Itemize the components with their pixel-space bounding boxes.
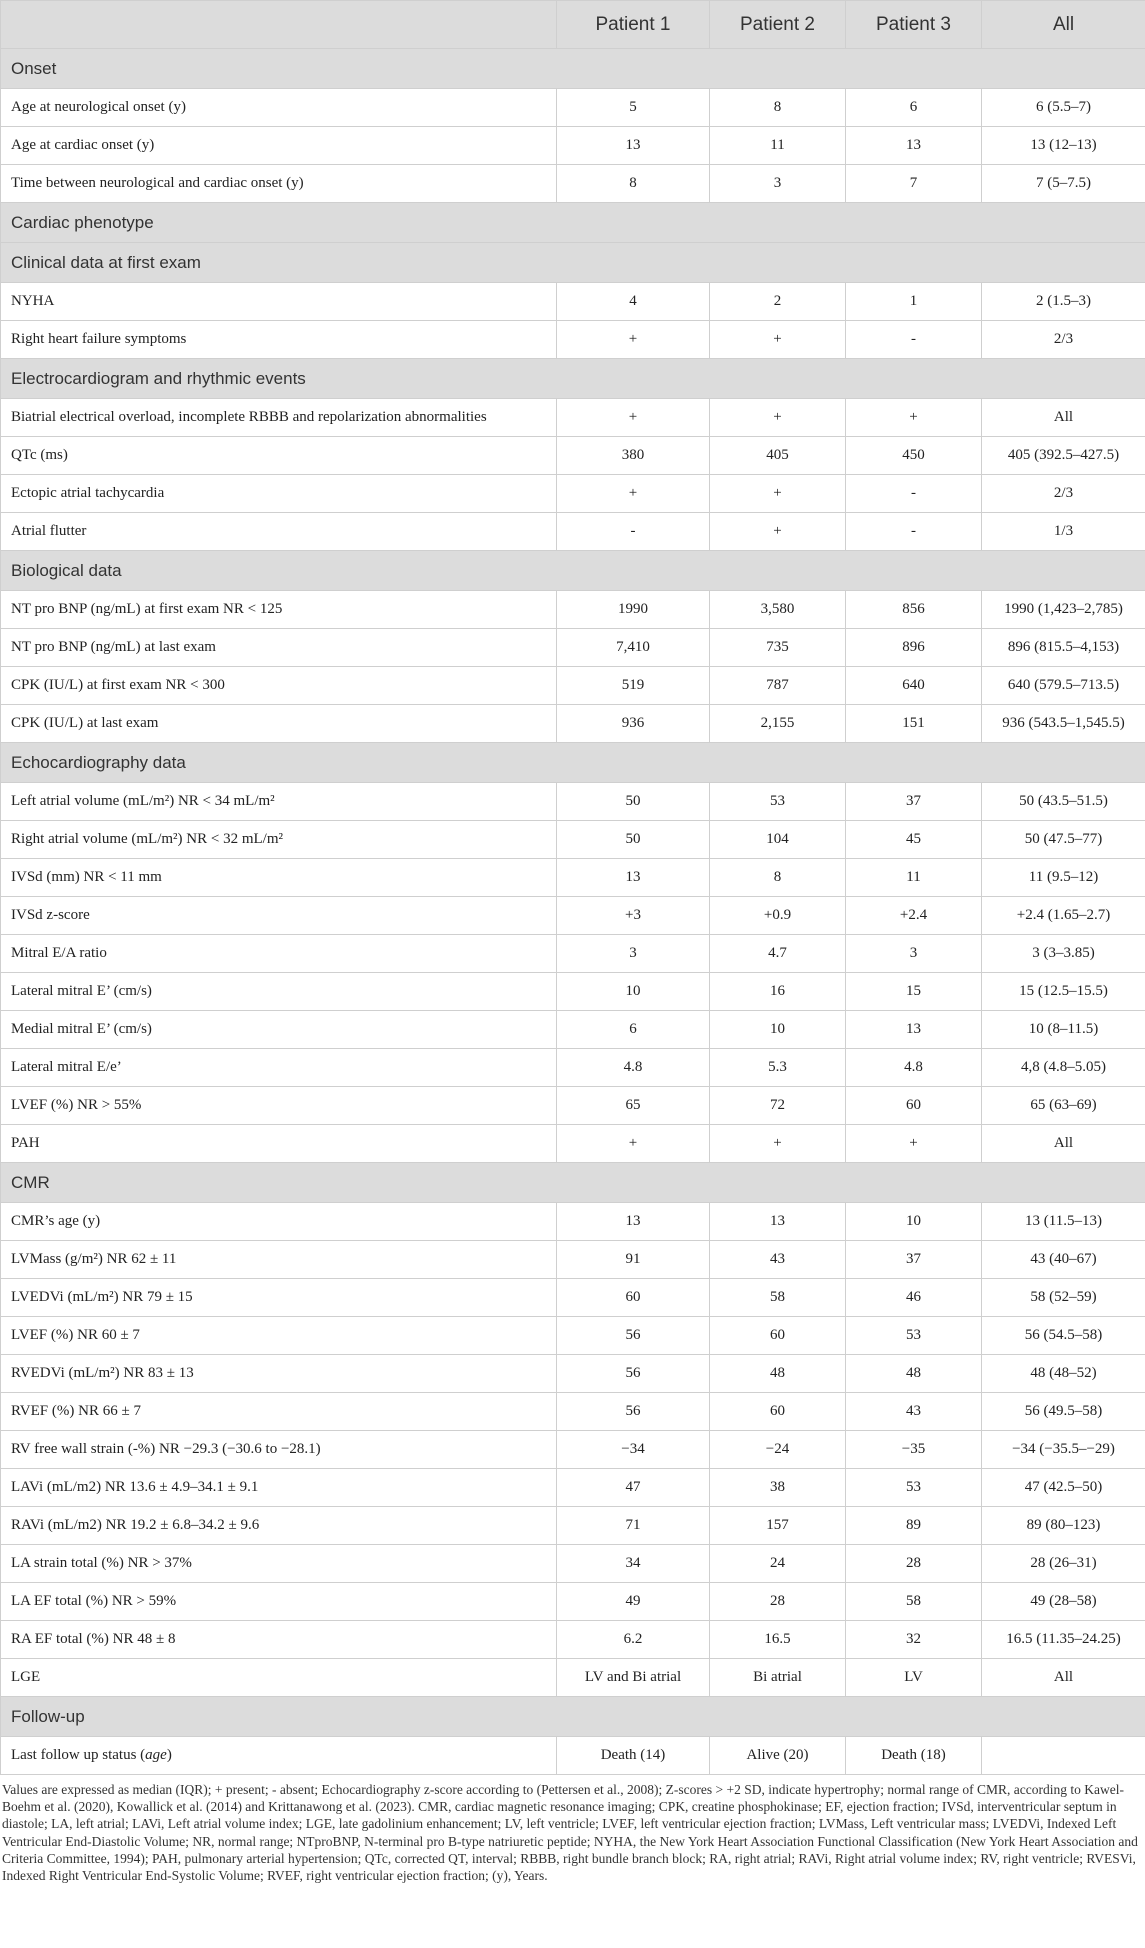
row-label: Biatrial electrical overload, incomplete RBBB and repolarization abnormalities <box>1 399 557 437</box>
table-row <box>1 1659 1145 1697</box>
all-value: 13 (12–13) <box>982 127 1145 165</box>
table-row <box>1 475 1145 513</box>
row-label: RVEDVi (mL/m²) NR 83 ± 13 <box>1 1355 557 1393</box>
patient-1-value: 56 <box>557 1355 710 1393</box>
all-value: 896 (815.5–4,153) <box>982 629 1145 667</box>
all-value: 11 (9.5–12) <box>982 859 1145 897</box>
section-header-row <box>1 243 1145 283</box>
patient-2-value: + <box>710 513 846 551</box>
patient-3-value: 60 <box>846 1087 982 1125</box>
patient-2-value: 43 <box>710 1241 846 1279</box>
row-label: IVSd (mm) NR < 11 mm <box>1 859 557 897</box>
patient-1-value: 49 <box>557 1583 710 1621</box>
all-value: 16.5 (11.35–24.25) <box>982 1621 1145 1659</box>
patient-2-value: 60 <box>710 1393 846 1431</box>
patient-3-value: - <box>846 321 982 359</box>
patient-1-value: - <box>557 513 710 551</box>
row-label: LVEF (%) NR 60 ± 7 <box>1 1317 557 1355</box>
patient-3-value: 53 <box>846 1469 982 1507</box>
patient-2-value: −24 <box>710 1431 846 1469</box>
patient-3-value: LV <box>846 1659 982 1697</box>
all-value: All <box>982 399 1145 437</box>
all-value: 56 (54.5–58) <box>982 1317 1145 1355</box>
patient-2-value: + <box>710 321 846 359</box>
patient-2-value: 16.5 <box>710 1621 846 1659</box>
row-label: Right atrial volume (mL/m²) NR < 32 mL/m² <box>1 821 557 859</box>
row-label: CMR’s age (y) <box>1 1203 557 1241</box>
patient-1-value: 8 <box>557 165 710 203</box>
table-row <box>1 1011 1145 1049</box>
patient-3-value: 7 <box>846 165 982 203</box>
patient-1-value: 13 <box>557 127 710 165</box>
patient-3-value: 37 <box>846 783 982 821</box>
patient-1-value: 6.2 <box>557 1621 710 1659</box>
table-row <box>1 897 1145 935</box>
header-patient-1: Patient 1 <box>557 1 710 49</box>
all-value: 405 (392.5–427.5) <box>982 437 1145 475</box>
table-row <box>1 1469 1145 1507</box>
section-title: Cardiac phenotype <box>1 203 1145 243</box>
patient-2-value: 28 <box>710 1583 846 1621</box>
patient-3-value: +2.4 <box>846 897 982 935</box>
all-value: 15 (12.5–15.5) <box>982 973 1145 1011</box>
patient-2-value: 787 <box>710 667 846 705</box>
row-label: NT pro BNP (ng/mL) at first exam NR < 125 <box>1 591 557 629</box>
patient-2-value: 4.7 <box>710 935 846 973</box>
patient-3-value: + <box>846 399 982 437</box>
row-label: NT pro BNP (ng/mL) at last exam <box>1 629 557 667</box>
all-value: 6 (5.5–7) <box>982 89 1145 127</box>
patient-2-value: 735 <box>710 629 846 667</box>
header-patient-3: Patient 3 <box>846 1 982 49</box>
patient-1-value: 4 <box>557 283 710 321</box>
patient-2-value: 58 <box>710 1279 846 1317</box>
all-value <box>982 1737 1145 1775</box>
patient-1-value: 50 <box>557 783 710 821</box>
row-label: Mitral E/A ratio <box>1 935 557 973</box>
section-header-row <box>1 203 1145 243</box>
table-row <box>1 1393 1145 1431</box>
all-value: −34 (−35.5–−29) <box>982 1431 1145 1469</box>
row-label: Right heart failure symptoms <box>1 321 557 359</box>
all-value: 47 (42.5–50) <box>982 1469 1145 1507</box>
patient-3-value: 45 <box>846 821 982 859</box>
table-row <box>1 1241 1145 1279</box>
patient-2-value: Alive (20) <box>710 1737 846 1775</box>
patient-3-value: 37 <box>846 1241 982 1279</box>
patient-2-value: 2 <box>710 283 846 321</box>
patient-3-value: + <box>846 1125 982 1163</box>
patient-1-value: 13 <box>557 1203 710 1241</box>
patient-1-value: 5 <box>557 89 710 127</box>
header-patient-2: Patient 2 <box>710 1 846 49</box>
row-label: Lateral mitral E’ (cm/s) <box>1 973 557 1011</box>
row-label: LVMass (g/m²) NR 62 ± 11 <box>1 1241 557 1279</box>
all-value: 640 (579.5–713.5) <box>982 667 1145 705</box>
table-row <box>1 1355 1145 1393</box>
row-label: Lateral mitral E/e’ <box>1 1049 557 1087</box>
patient-2-value: 5.3 <box>710 1049 846 1087</box>
table-row <box>1 1431 1145 1469</box>
patient-1-value: 50 <box>557 821 710 859</box>
patient-3-value: 4.8 <box>846 1049 982 1087</box>
patient-1-value: +3 <box>557 897 710 935</box>
patient-3-value: 48 <box>846 1355 982 1393</box>
table-row <box>1 1049 1145 1087</box>
section-title: Follow-up <box>1 1697 1145 1737</box>
patient-2-value: + <box>710 475 846 513</box>
table-body <box>1 49 1145 1775</box>
patient-2-value: 3,580 <box>710 591 846 629</box>
patient-3-value: 13 <box>846 1011 982 1049</box>
table-row <box>1 667 1145 705</box>
all-value: 50 (43.5–51.5) <box>982 783 1145 821</box>
table-header-row <box>1 1 1145 49</box>
table-row <box>1 935 1145 973</box>
patient-1-value: + <box>557 399 710 437</box>
patient-1-value: 65 <box>557 1087 710 1125</box>
table-row <box>1 1737 1145 1775</box>
all-value: 65 (63–69) <box>982 1087 1145 1125</box>
all-value: 7 (5–7.5) <box>982 165 1145 203</box>
section-title: Biological data <box>1 551 1145 591</box>
all-value: 2/3 <box>982 475 1145 513</box>
section-title: Clinical data at first exam <box>1 243 1145 283</box>
all-value: 48 (48–52) <box>982 1355 1145 1393</box>
patient-3-value: - <box>846 513 982 551</box>
patient-1-value: 13 <box>557 859 710 897</box>
patient-1-value: 56 <box>557 1317 710 1355</box>
row-label: Left atrial volume (mL/m²) NR < 34 mL/m² <box>1 783 557 821</box>
table-row <box>1 1203 1145 1241</box>
row-label: NYHA <box>1 283 557 321</box>
all-value: 3 (3–3.85) <box>982 935 1145 973</box>
patient-3-value: 43 <box>846 1393 982 1431</box>
table-row <box>1 513 1145 551</box>
patient-3-value: 856 <box>846 591 982 629</box>
table-row <box>1 1545 1145 1583</box>
row-label: Atrial flutter <box>1 513 557 551</box>
patient-1-value: Death (14) <box>557 1737 710 1775</box>
patient-2-value: 24 <box>710 1545 846 1583</box>
table-row <box>1 1317 1145 1355</box>
row-label: Ectopic atrial tachycardia <box>1 475 557 513</box>
row-label: RA EF total (%) NR 48 ± 8 <box>1 1621 557 1659</box>
patient-3-value: 89 <box>846 1507 982 1545</box>
patient-2-value: 48 <box>710 1355 846 1393</box>
patient-3-value: 53 <box>846 1317 982 1355</box>
patient-2-value: +0.9 <box>710 897 846 935</box>
row-label: LVEF (%) NR > 55% <box>1 1087 557 1125</box>
patient-1-value: 936 <box>557 705 710 743</box>
all-value: 28 (26–31) <box>982 1545 1145 1583</box>
table-footnote: Values are expressed as median (IQR); + present; - absent; Echocardiography z-score according to (Pettersen et al., 2008); Z-scores > +2 SD, indicate hypertrophy; normal range of CMR, according to Kawel-Boehm et al. (2020), Kowallick et al. (2014) and Krittanawong et al. (2023). CMR, cardiac magnetic resonance imaging; CPK, creatine phosphokinase; EF, ejection fraction; IVSd, interventricular septum in diastole; LA, left atrial; LAVi, Left atrial volume index; LGE, late gadolinium enhancement; LV, left ventricle; LVEF, left ventricular ejection fraction; LVMass, Left ventricular mass; LVEDVi, Indexed Left Ventricular End-Diastolic Volume; NR, normal range; NTproBNP, N-terminal pro B-type natriuretic peptide; NYHA, the New York Heart Association Functional Classification (New York Heart Association and Criteria Committee, 1994); PAH, pulmonary arterial hypertension; QTc, corrected QT, interval; RBBB, right bundle branch block; RA, right atrial; RAVi, Right atrial volume index; RV, right ventricle; RVESVi, Indexed Right Ventricular End-Systolic Volume; RVEF, right ventricular ejection fraction; (y), Years. <box>2 1782 1138 1884</box>
patient-2-value: 104 <box>710 821 846 859</box>
patient-3-value: 640 <box>846 667 982 705</box>
section-header-row <box>1 743 1145 783</box>
patient-2-value: Bi atrial <box>710 1659 846 1697</box>
table-row <box>1 321 1145 359</box>
patient-1-value: 519 <box>557 667 710 705</box>
all-value: 10 (8–11.5) <box>982 1011 1145 1049</box>
patient-3-value: 15 <box>846 973 982 1011</box>
patient-2-value: 3 <box>710 165 846 203</box>
table-row <box>1 1621 1145 1659</box>
table-row <box>1 973 1145 1011</box>
all-value: 4,8 (4.8–5.05) <box>982 1049 1145 1087</box>
section-header-row <box>1 1697 1145 1737</box>
table-row <box>1 1279 1145 1317</box>
row-label: Time between neurological and cardiac onset (y) <box>1 165 557 203</box>
table-row <box>1 783 1145 821</box>
patient-2-value: + <box>710 399 846 437</box>
patient-2-value: 157 <box>710 1507 846 1545</box>
patient-1-value: 91 <box>557 1241 710 1279</box>
all-value: 13 (11.5–13) <box>982 1203 1145 1241</box>
row-label: RV free wall strain (-%) NR −29.3 (−30.6 to −28.1) <box>1 1431 557 1469</box>
patient-3-value: 46 <box>846 1279 982 1317</box>
patient-1-value: + <box>557 475 710 513</box>
all-value: 43 (40–67) <box>982 1241 1145 1279</box>
patient-1-value: 380 <box>557 437 710 475</box>
table-row <box>1 89 1145 127</box>
row-label: QTc (ms) <box>1 437 557 475</box>
patient-3-value: 1 <box>846 283 982 321</box>
row-label: Age at cardiac onset (y) <box>1 127 557 165</box>
row-label: RAVi (mL/m2) NR 19.2 ± 6.8–34.2 ± 9.6 <box>1 1507 557 1545</box>
row-label: RVEF (%) NR 66 ± 7 <box>1 1393 557 1431</box>
all-value: 89 (80–123) <box>982 1507 1145 1545</box>
patient-2-value: 10 <box>710 1011 846 1049</box>
patient-3-value: 11 <box>846 859 982 897</box>
patient-1-value: 10 <box>557 973 710 1011</box>
patient-3-value: 151 <box>846 705 982 743</box>
row-label: LA strain total (%) NR > 37% <box>1 1545 557 1583</box>
table-row <box>1 1087 1145 1125</box>
row-label: LAVi (mL/m2) NR 13.6 ± 4.9–34.1 ± 9.1 <box>1 1469 557 1507</box>
all-value: All <box>982 1125 1145 1163</box>
patient-2-value: 38 <box>710 1469 846 1507</box>
section-header-row <box>1 551 1145 591</box>
patient-2-value: 8 <box>710 859 846 897</box>
patient-2-value: 13 <box>710 1203 846 1241</box>
patient-3-value: −35 <box>846 1431 982 1469</box>
patient-1-value: −34 <box>557 1431 710 1469</box>
patient-3-value: Death (18) <box>846 1737 982 1775</box>
table-row <box>1 437 1145 475</box>
patient-2-value: 11 <box>710 127 846 165</box>
all-value: 49 (28–58) <box>982 1583 1145 1621</box>
patient-1-value: 7,410 <box>557 629 710 667</box>
patient-1-value: 1990 <box>557 591 710 629</box>
all-value: 1/3 <box>982 513 1145 551</box>
table-row <box>1 591 1145 629</box>
row-label: PAH <box>1 1125 557 1163</box>
row-label: LA EF total (%) NR > 59% <box>1 1583 557 1621</box>
table-row <box>1 283 1145 321</box>
all-value: +2.4 (1.65–2.7) <box>982 897 1145 935</box>
section-title: Onset <box>1 49 1145 89</box>
all-value: 2 (1.5–3) <box>982 283 1145 321</box>
all-value: 2/3 <box>982 321 1145 359</box>
patient-1-value: 71 <box>557 1507 710 1545</box>
row-label: Medial mitral E’ (cm/s) <box>1 1011 557 1049</box>
all-value: 50 (47.5–77) <box>982 821 1145 859</box>
header-label-column <box>1 1 557 49</box>
header-all: All <box>982 1 1145 49</box>
table-row <box>1 705 1145 743</box>
row-label: LGE <box>1 1659 557 1697</box>
all-value: All <box>982 1659 1145 1697</box>
patient-3-value: 58 <box>846 1583 982 1621</box>
table-row <box>1 629 1145 667</box>
patient-2-value: 53 <box>710 783 846 821</box>
patient-2-value: 16 <box>710 973 846 1011</box>
all-value: 56 (49.5–58) <box>982 1393 1145 1431</box>
patient-1-value: 34 <box>557 1545 710 1583</box>
patient-3-value: 28 <box>846 1545 982 1583</box>
patient-3-value: 13 <box>846 127 982 165</box>
patient-3-value: 32 <box>846 1621 982 1659</box>
row-label: CPK (IU/L) at first exam NR < 300 <box>1 667 557 705</box>
row-label: IVSd z-score <box>1 897 557 935</box>
patient-1-value: 56 <box>557 1393 710 1431</box>
all-value: 936 (543.5–1,545.5) <box>982 705 1145 743</box>
patient-2-value: 8 <box>710 89 846 127</box>
table-row <box>1 1583 1145 1621</box>
table-row <box>1 165 1145 203</box>
table-row <box>1 127 1145 165</box>
section-title: Electrocardiogram and rhythmic events <box>1 359 1145 399</box>
patient-1-value: 47 <box>557 1469 710 1507</box>
patient-2-value: 405 <box>710 437 846 475</box>
patient-1-value: LV and Bi atrial <box>557 1659 710 1697</box>
table-row <box>1 1507 1145 1545</box>
table-row <box>1 859 1145 897</box>
row-label: Last follow up status (age) <box>1 1737 557 1775</box>
section-title: Echocardiography data <box>1 743 1145 783</box>
row-label: LVEDVi (mL/m²) NR 79 ± 15 <box>1 1279 557 1317</box>
row-label: CPK (IU/L) at last exam <box>1 705 557 743</box>
patient-2-value: + <box>710 1125 846 1163</box>
section-header-row <box>1 49 1145 89</box>
section-title: CMR <box>1 1163 1145 1203</box>
patient-2-value: 72 <box>710 1087 846 1125</box>
table-row <box>1 1125 1145 1163</box>
section-header-row <box>1 359 1145 399</box>
patient-3-value: 3 <box>846 935 982 973</box>
patient-2-value: 2,155 <box>710 705 846 743</box>
patient-3-value: 6 <box>846 89 982 127</box>
patient-1-value: 60 <box>557 1279 710 1317</box>
patient-1-value: 6 <box>557 1011 710 1049</box>
patient-1-value: 3 <box>557 935 710 973</box>
patient-3-value: - <box>846 475 982 513</box>
table-row <box>1 399 1145 437</box>
patient-1-value: + <box>557 321 710 359</box>
patient-1-value: 4.8 <box>557 1049 710 1087</box>
patient-3-value: 896 <box>846 629 982 667</box>
section-header-row <box>1 1163 1145 1203</box>
patient-3-value: 10 <box>846 1203 982 1241</box>
table-row <box>1 821 1145 859</box>
patient-2-value: 60 <box>710 1317 846 1355</box>
all-value: 1990 (1,423–2,785) <box>982 591 1145 629</box>
patient-3-value: 450 <box>846 437 982 475</box>
row-label: Age at neurological onset (y) <box>1 89 557 127</box>
all-value: 58 (52–59) <box>982 1279 1145 1317</box>
patient-1-value: + <box>557 1125 710 1163</box>
